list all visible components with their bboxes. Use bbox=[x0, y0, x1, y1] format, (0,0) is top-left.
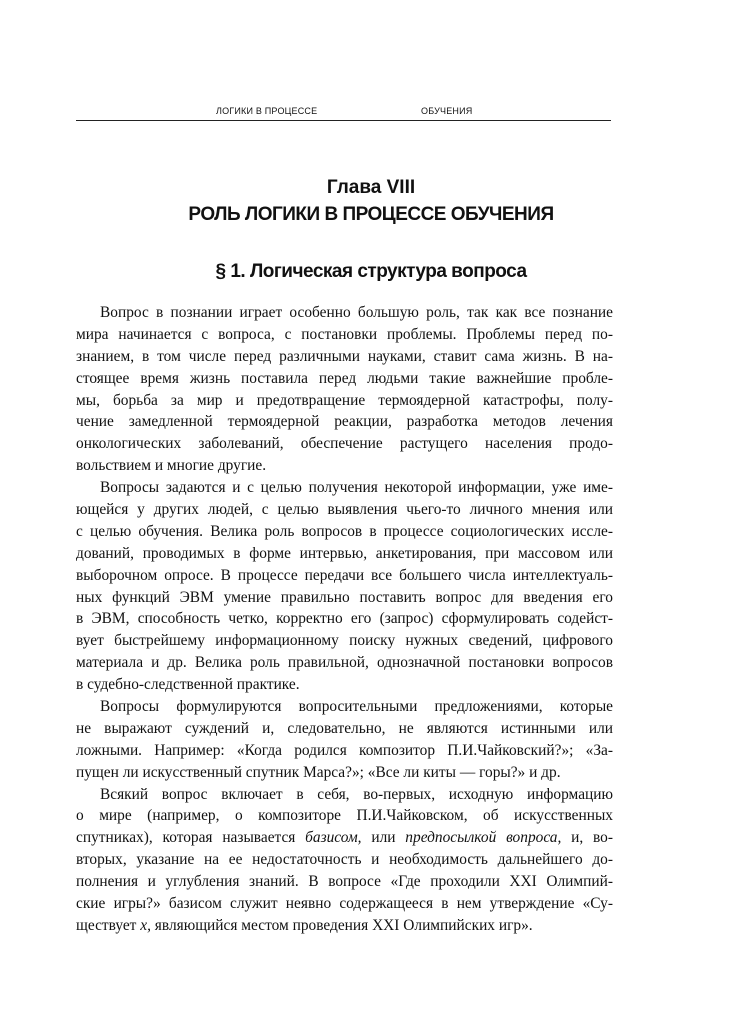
text-run: и, во- bbox=[561, 829, 613, 847]
chapter-title: РОЛЬ ЛОГИКИ В ПРОЦЕССЕ ОБУЧЕНИЯ bbox=[188, 204, 554, 225]
text-line: материала и др. Велика роль правильной, однозначной постановки вопросов bbox=[76, 654, 613, 672]
text-line: стоящее время жизнь поставила перед людьми такие важнейшие пробле- bbox=[76, 369, 613, 387]
running-head-left: ЛОГИКИ В ПРОЦЕССЕ bbox=[216, 106, 318, 116]
text-line: знанием, в том числе перед различными науками, ставит сама жизнь. В на- bbox=[76, 347, 613, 365]
text-line: выборочном опросе. В процессе передачи все большего числа интеллектуаль- bbox=[76, 566, 613, 584]
text-run: или bbox=[361, 829, 406, 847]
text-line: пущен ли искусственный спутник Марса?»; «Все ли киты — горы?» и др. bbox=[76, 763, 561, 781]
paragraph bbox=[76, 784, 613, 937]
text-line bbox=[76, 827, 613, 849]
paragraph bbox=[76, 696, 613, 784]
text-line: ложными. Например: «Когда родился композитор П.И.Чайковский?»; «За- bbox=[76, 741, 613, 759]
text-line: вольствием и многие другие. bbox=[76, 457, 267, 475]
paragraph bbox=[76, 477, 613, 696]
text-line: ющейся у других людей, с целью выявления чьего-то личного мнения или bbox=[76, 501, 613, 519]
term-basis: базисом, bbox=[305, 829, 362, 847]
text-line: дований, проводимых в форме интервью, анкетирования, при массовом или bbox=[76, 544, 613, 562]
text-line: вует быстрейшему информационному поиску нужных сведений, цифрового bbox=[76, 632, 613, 650]
text-line: в ЭВМ, способность четко, корректно его (запрос) сформулировать содейст- bbox=[76, 610, 613, 628]
text-line: с целью обучения. Велика роль вопросов в процессе социологических иссле- bbox=[76, 522, 613, 540]
text-run: являющийся местом проведения XXI Олимпийских игр». bbox=[150, 916, 533, 934]
text-line: Вопросы задаются и с целью получения некоторой информации, уже име- bbox=[100, 479, 613, 497]
text-line: не выражают суждений и, следовательно, не являются истинными или bbox=[76, 719, 613, 737]
text-line: в судебно-следственной практике. bbox=[76, 676, 300, 694]
chapter-label: Глава VIII bbox=[326, 177, 416, 198]
text-line: Вопросы формулируются вопросительными предложениями, которые bbox=[100, 698, 613, 716]
text-line: Всякий вопрос включает в себя, во-первых, исходную информацию bbox=[100, 785, 613, 803]
running-head bbox=[76, 106, 611, 121]
text-line: ские игры?» базисом служит неявно содержащееся в нем утверждение «Су- bbox=[76, 895, 613, 913]
text-line: Вопрос в познании играет особенно большую роль, так как все познание bbox=[100, 304, 613, 321]
running-head-right: ОБУЧЕНИЯ bbox=[421, 106, 473, 116]
text-line bbox=[76, 915, 613, 937]
text-line: вторых, указание на ее недостаточность и необходимость дальнейшего до- bbox=[76, 851, 613, 869]
text-run: спутниках), которая называется bbox=[76, 829, 306, 847]
text-line: мы, борьба за мир и предотвращение термоядерной катастрофы, полу- bbox=[76, 391, 613, 409]
text-line: о мире (например, о композиторе П.И.Чайковском, об искусственных bbox=[76, 807, 613, 825]
paragraph bbox=[76, 302, 613, 477]
text-run: ществует bbox=[76, 916, 141, 934]
section-title: § 1. Логическая структура вопроса bbox=[215, 261, 527, 282]
term-premise: предпосылкой вопроса, bbox=[405, 829, 562, 847]
text-line: мира начинается с вопроса, с постановки проблемы. Проблемы перед по- bbox=[76, 325, 613, 343]
body-text bbox=[76, 302, 613, 937]
text-line: чение замедленной термоядерной реакции, разработка методов лечения bbox=[76, 413, 613, 431]
text-line: ных функций ЭВМ умение правильно поставить вопрос для введения его bbox=[76, 588, 613, 606]
text-line: онкологических заболеваний, обеспечение растущего населения продо- bbox=[76, 435, 613, 453]
variable-x: х, bbox=[140, 916, 151, 934]
text-line: полнения и углубления знаний. В вопросе «Где проходили XXI Олимпий- bbox=[76, 873, 613, 891]
